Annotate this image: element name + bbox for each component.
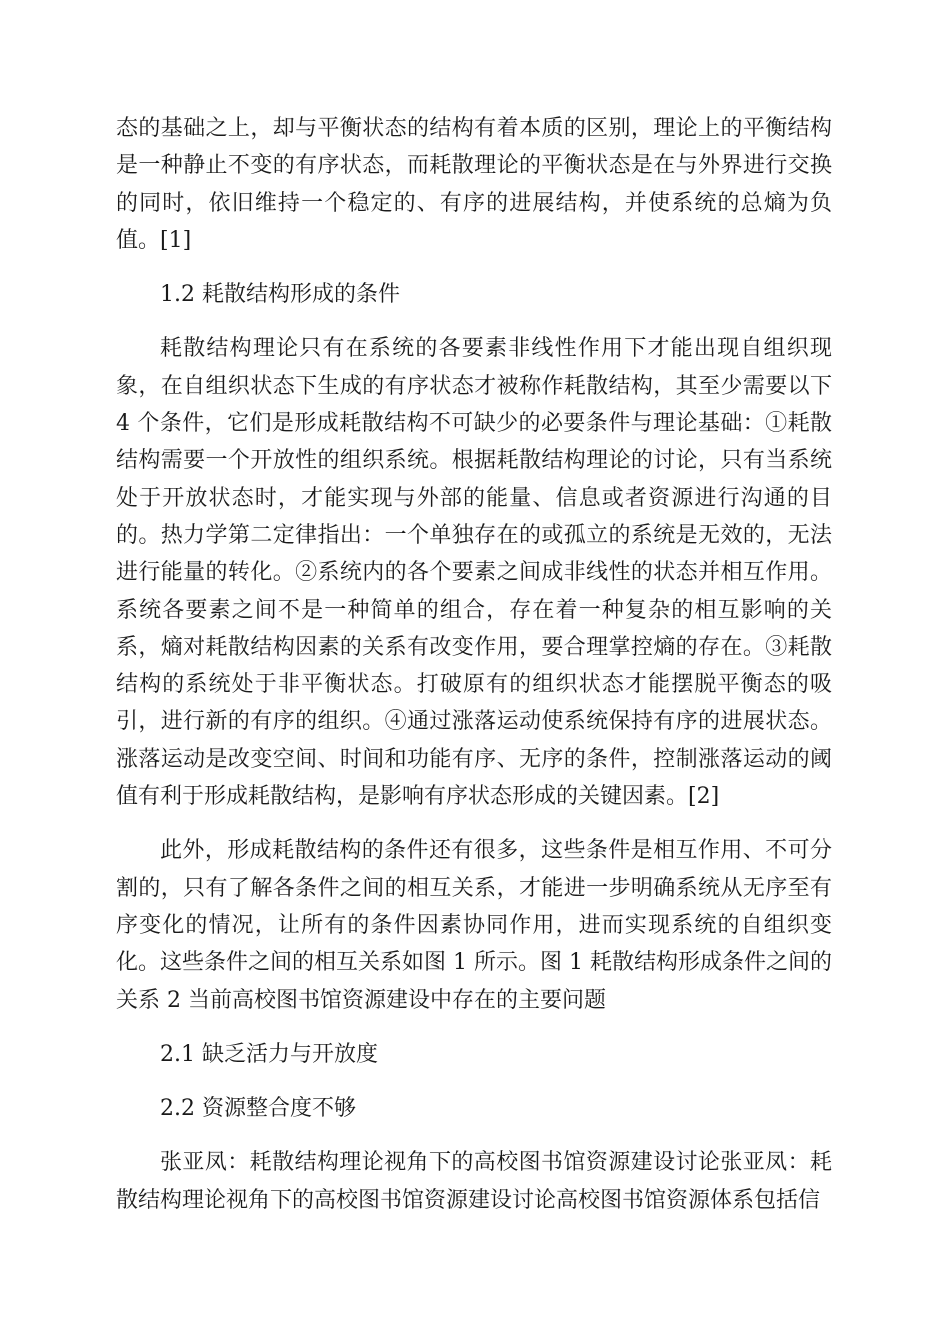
document-body [116, 110, 832, 1219]
section-heading-2-1: 2.1 缺乏活力与开放度 [160, 1041, 378, 1067]
paragraph-continuation: 态的基础之上，却与平衡状态的结构有着本质的区别，理论上的平衡结构是一种静止不变的有序状态，而耗散理论的平衡状态是在与外界进行交换的同时，依旧维持一个稳定的、有序的进展结构，并使系统的总熵为负值。[1] [116, 116, 832, 253]
section-heading-2-2: 2.2 资源整合度不够 [160, 1096, 356, 1122]
paragraph-conditions: 耗散结构理论只有在系统的各要素非线性作用下才能出现自组织现象，在自组织状态下生成的有序状态才被称作耗散结构，其至少需要以下 4 个条件，它们是形成耗散结构不可缺少的必要条件与理论基础：①耗散结构需要一个开放性的组织系统。根据耗散结构理论的讨论，只有当系统处于开放状态时，才能实现与外部的能量、信息或者资源进行沟通的目的。热力学第二定律指出：一个单独存在的或孤立的系统是无效的，无法进行能量的转化。②系统内的各个要素之间成非线性的状态并相互作用。系统各要素之间不是一种简单的组合，存在着一种复杂的相互影响的关系，熵对耗散结构因素的关系有改变作用，要合理掌控熵的存在。③耗散结构的系统处于非平衡状态。打破原有的组织状态才能摆脱平衡态的吸引，进行新的有序的组织。④通过涨落运动使系统保持有序的进展状态。涨落运动是改变空间、时间和功能有序、无序的条件，控制涨落运动的阈值有利于形成耗散结构，是影响有序状态形成的关键因素。[2] [116, 336, 832, 810]
section-heading-1-2: 1.2 耗散结构形成的条件 [160, 282, 400, 308]
paragraph-relationships: 此外，形成耗散结构的条件还有很多，这些条件是相互作用、不可分割的，只有了解各条件之间的相互关系，才能进一步明确系统从无序至有序变化的情况，让所有的条件因素协同作用，进而实现系统的自组织变化。这些条件之间的相互关系如图 1 所示。图 1 耗散结构形成条件之间的关系 2 当前高校图书馆资源建设中存在的主要问题 [116, 838, 832, 1013]
paragraph-author-line: 张亚凤：耗散结构理论视角下的高校图书馆资源建设讨论张亚凤：耗散结构理论视角下的高校图书馆资源建设讨论高校图书馆资源体系包括信 [116, 1150, 832, 1213]
